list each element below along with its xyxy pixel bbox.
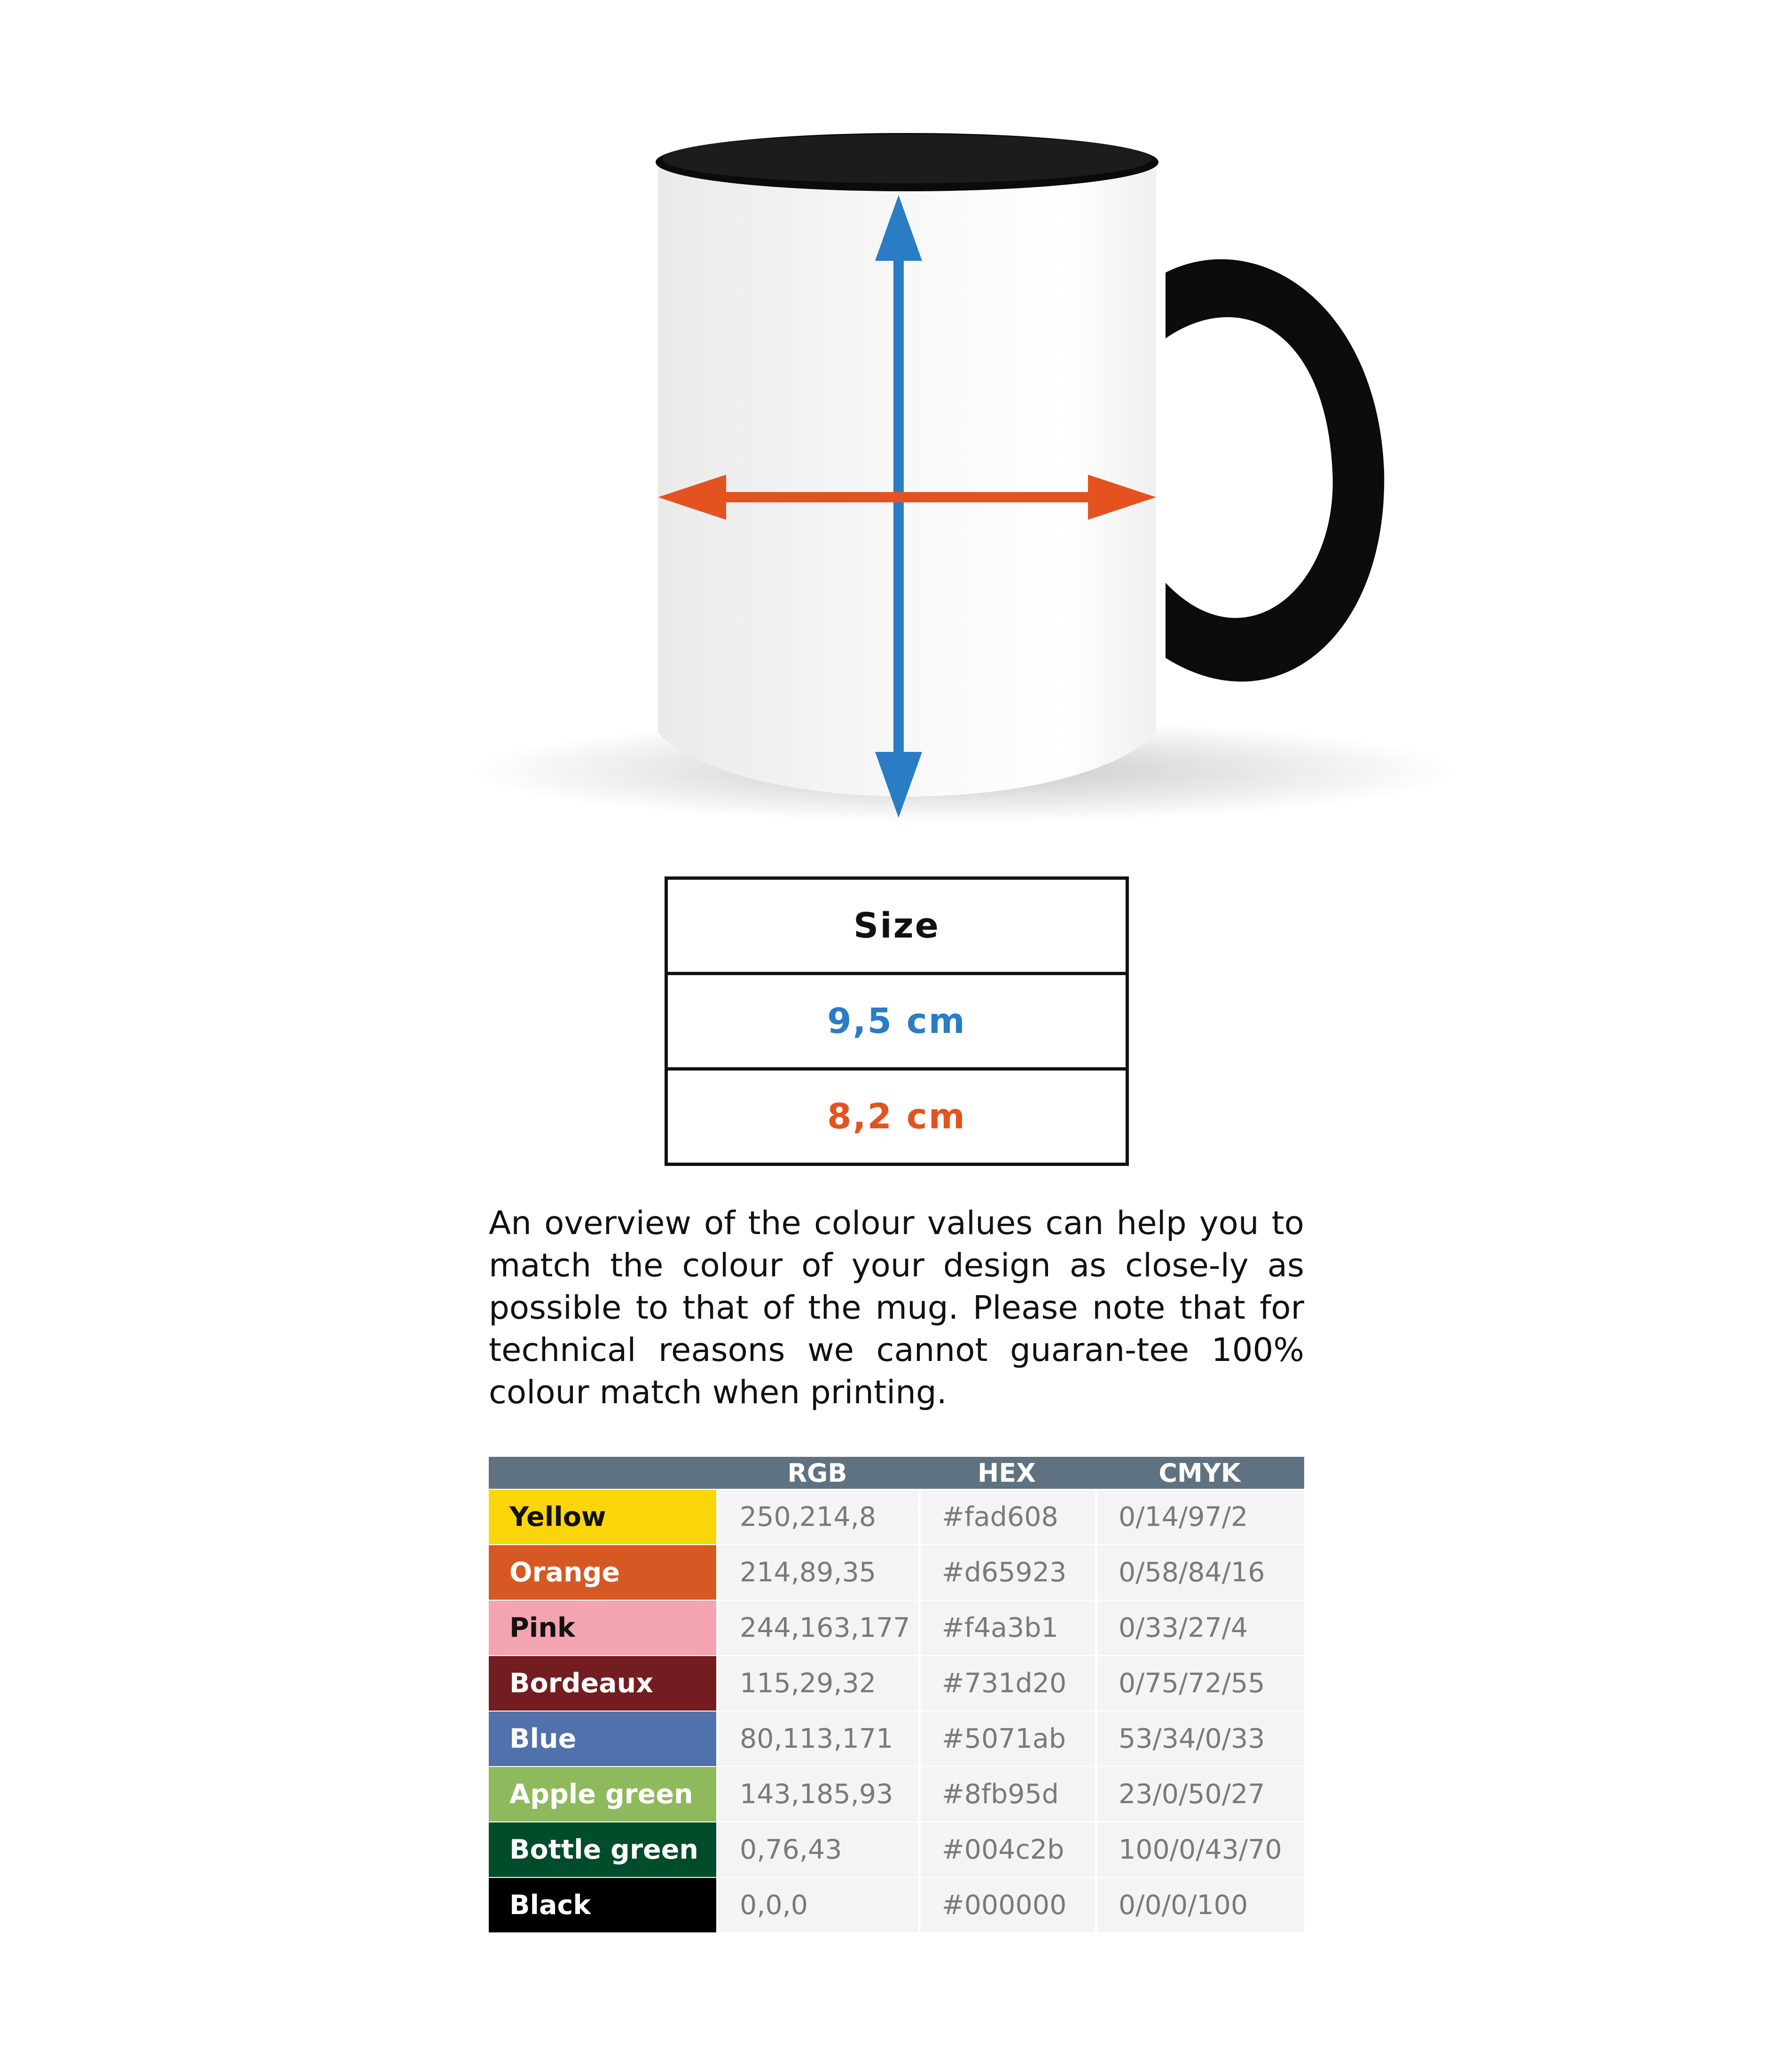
- rgb-value: 0,0,0: [716, 1878, 918, 1932]
- table-row: [489, 1878, 1304, 1932]
- mug-rim-highlight: [663, 134, 1151, 183]
- rgb-value: 244,163,177: [716, 1601, 918, 1655]
- cmyk-value: 0/58/84/16: [1095, 1545, 1304, 1600]
- table-row: [489, 1767, 1304, 1821]
- hex-value: #fad608: [918, 1490, 1095, 1544]
- colour-name-swatch: Orange: [489, 1545, 716, 1600]
- cmyk-value: 0/14/97/2: [1095, 1490, 1304, 1544]
- cmyk-value: 0/75/72/55: [1095, 1656, 1304, 1711]
- colour-table-header: [489, 1457, 1304, 1489]
- hex-value: #f4a3b1: [918, 1601, 1095, 1655]
- colour-name-swatch: Yellow: [489, 1490, 716, 1544]
- hex-value: #004c2b: [918, 1822, 1095, 1877]
- mug-illustration: [0, 0, 1792, 846]
- rgb-value: 250,214,8: [716, 1490, 918, 1544]
- rgb-value: 115,29,32: [716, 1656, 918, 1711]
- mug-handle: [1166, 259, 1384, 682]
- table-row: [489, 1712, 1304, 1766]
- rgb-value: 80,113,171: [716, 1712, 918, 1766]
- size-table: [665, 876, 1129, 1166]
- colour-values-table: [489, 1457, 1304, 1932]
- table-row: [489, 1822, 1304, 1877]
- size-header: Size: [853, 906, 940, 946]
- header-rgb: RGB: [787, 1458, 847, 1488]
- header-cmyk: CMYK: [1158, 1458, 1241, 1488]
- header-hex: HEX: [978, 1458, 1036, 1488]
- hex-value: #8fb95d: [918, 1767, 1095, 1821]
- colour-name-swatch: Bottle green: [489, 1822, 716, 1877]
- table-row: [489, 1601, 1304, 1655]
- hex-value: #d65923: [918, 1545, 1095, 1600]
- cmyk-value: 0/33/27/4: [1095, 1601, 1304, 1655]
- cmyk-value: 53/34/0/33: [1095, 1712, 1304, 1766]
- rgb-value: 0,76,43: [716, 1822, 918, 1877]
- cmyk-value: 23/0/50/27: [1095, 1767, 1304, 1821]
- table-row: [489, 1656, 1304, 1711]
- cmyk-value: 0/0/0/100: [1095, 1878, 1304, 1932]
- cmyk-value: 100/0/43/70: [1095, 1822, 1304, 1877]
- hex-value: #000000: [918, 1878, 1095, 1932]
- hex-value: #5071ab: [918, 1712, 1095, 1766]
- colour-name-swatch: Black: [489, 1878, 716, 1932]
- colour-table-body: [489, 1490, 1304, 1932]
- table-row: [489, 1545, 1304, 1600]
- hex-value: #731d20: [918, 1656, 1095, 1711]
- colour-name-swatch: Bordeaux: [489, 1656, 716, 1711]
- colour-description: An overview of the colour values can help you to match the colour of your design as close-ly as possible to that of the mug. Please note that for technical reasons we cannot guaran-tee 100% colour match when printing.: [489, 1204, 1304, 1411]
- width-value: 8,2 cm: [668, 1067, 1126, 1163]
- rgb-value: 143,185,93: [716, 1767, 918, 1821]
- height-value: 9,5 cm: [668, 972, 1126, 1067]
- colour-name-swatch: Apple green: [489, 1767, 716, 1821]
- colour-name-swatch: Blue: [489, 1712, 716, 1766]
- rgb-value: 214,89,35: [716, 1545, 918, 1600]
- table-row: [489, 1490, 1304, 1544]
- colour-name-swatch: Pink: [489, 1601, 716, 1655]
